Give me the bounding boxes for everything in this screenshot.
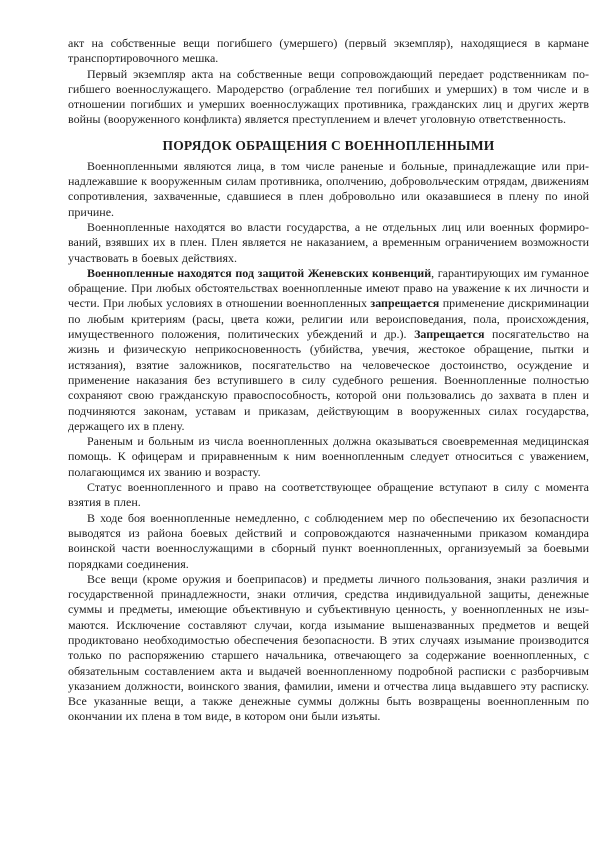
text-run: посягательство на жизнь и физическую неприкосновенность (убийства, увечия, жестокое обращение, пытки и истязания), взятие заложников, посягательство на человеческое достоинство, осуждение и применение наказания без вступившего в силу судебного решения. Военнопленные полностью сохраняют свою гражданскую правоспособность, которой они пользовались до захвата в плен и подчиняются законам, уставам и приказам, действующим в вооруженных силах государства, держащего их в плену. [68, 327, 589, 433]
text-run: Раненым и больным из числа военнопленных должна оказываться своевременная медицинская помощь. К офицерам и приравненным к ним военнопленным следует относиться с уважением, полагающимся их званию и возрасту. [68, 434, 589, 479]
text-run: Статус военнопленного и право на соответствующее обращение вступают в силу с момента взятия в плен. [68, 480, 589, 510]
bold-text-run: Военнопленные находятся под защитой Женевских конвенций [87, 265, 432, 280]
paragraph [68, 36, 589, 67]
text-run: В ходе боя военнопленные немедленно, с соблюдением мер по обеспечению их безопасности выводятся из района боевых действий и сопровождаются назначенными приказом командира воинской части военнослужащими в сборный пункт военнопленных, организуемый за боевыми порядками соединения. [68, 510, 589, 571]
paragraph [68, 434, 589, 480]
document-body [68, 36, 589, 725]
text-run: акт на собственные вещи погибшего (умершего) (первый экземпляр), находящиеся в кармане транспортировочного мешка. [68, 36, 589, 66]
paragraph [68, 220, 589, 266]
paragraph [68, 572, 589, 725]
section-heading: ПОРЯДОК ОБРАЩЕНИЯ С ВОЕННОПЛЕННЫМИ [162, 137, 495, 153]
text-run: Военнопленными являются лица, в том числе раненые и больные, принадлежащие или принадлежавшие к вооруженным силам противника, ополчению, добровольческим отрядам, движениям сопротивления, захваченные, сдавшиеся в плен добровольно или оказавшиеся в плену по иной причине. [68, 158, 589, 219]
text-run: применение дискриминации по любым критериям (расы, цвета кожи, религии или вероисповедания, пола, происхождения, имущественного положения, политических убеждений и др.). [68, 296, 589, 342]
bold-text-run: Запрещается [414, 327, 485, 342]
paragraph [68, 266, 589, 434]
text-run: Первый экземпляр акта на собственные вещи сопровождающий передает родственникам погибшего военнослужащего. Мародерство (ограбление тел погибших и умерших) в том числе и в отношении погибших и умерших военнослужащих противника, гражданских лиц и других жертв войны (вооруженного конфликта) является преступлением и влечет уголовную ответственность. [68, 66, 589, 127]
paragraph [68, 67, 589, 128]
text-run: Все вещи (кроме оружия и боеприпасов) и предметы личного пользования, знаки различия и государственной принадлежности, знаки отличия, средства индивидуальной защиты, денежные суммы и предметы, имеющие объективную и субъективную ценность, у военнопленных не изымаются. Исключение составляют случаи, когда изымание вышеназванных предметов и вещей продиктовано необходимостью обеспечения безопасности. В этих случаях изымание производится только по распоряжению старшего начальника, отвечающего за содержание военнопленных, с обязательным составлением акта и выдачей военнопленному подробной расписки с разборчивым указанием должности, воинского звания, фамилии, имени и отчества лица выдавшего эту расписку. Все указанные вещи, а также денежные суммы должны быть возвращены военнопленным по окончании их плена в том виде, в котором они были изъяты. [68, 571, 589, 724]
text-run: , гарантирующих им гуманное обращение. При любых обстоятельствах военнопленные имеют право на уважение к их личности и чести. При любых условиях в отношении военнопленных [68, 265, 589, 311]
paragraph [68, 159, 589, 220]
text-run: Военнопленные находятся во власти государства, а не отдельных лиц или военных формирований, взявших их в плен. Плен является не наказанием, а временным ограничением возможности участвовать в боевых действиях. [68, 219, 589, 265]
paragraph [68, 511, 589, 572]
bold-text-run: запрещается [370, 296, 440, 311]
paragraph [68, 480, 589, 511]
